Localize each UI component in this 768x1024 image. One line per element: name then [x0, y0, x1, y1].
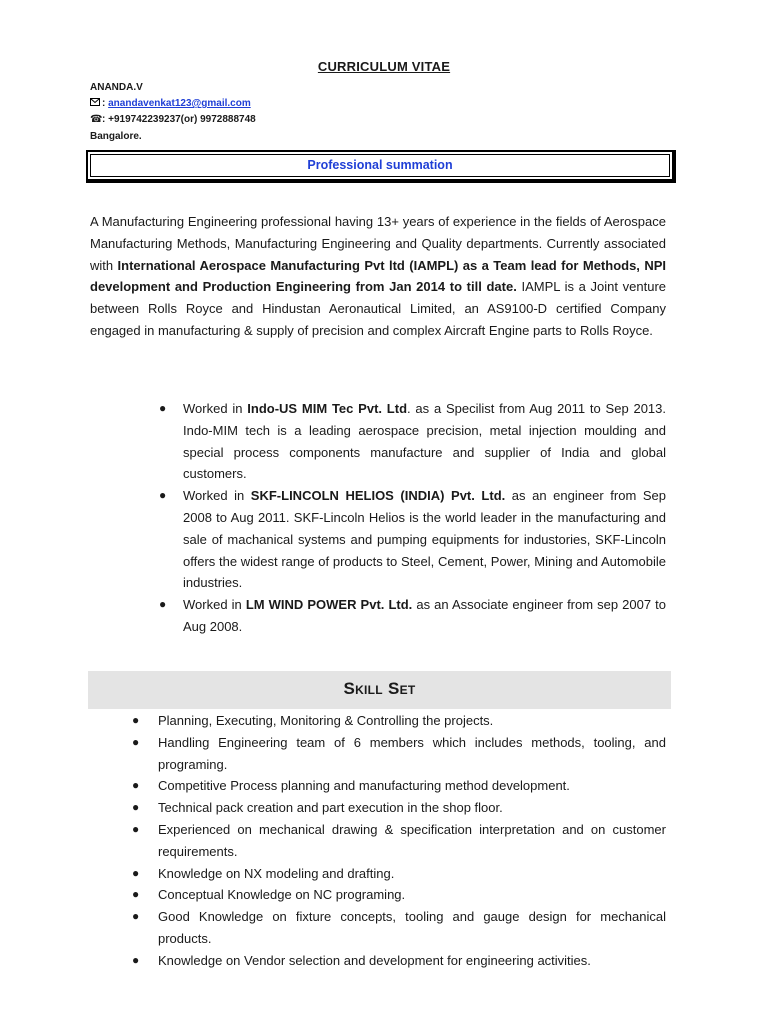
- document-title: CURRICULUM VITAE: [317, 59, 451, 74]
- summary-paragraph: [90, 211, 666, 342]
- email-line: [90, 96, 251, 112]
- bullet-icon: ●: [132, 952, 140, 967]
- experience-item: [159, 398, 666, 485]
- summary-heading-box: [86, 150, 676, 183]
- envelope-icon: [90, 96, 102, 112]
- skill-text: Knowledge on Vendor selection and development for engineering activities.: [158, 952, 591, 968]
- experience-company: LM WIND POWER Pvt. Ltd.: [245, 597, 413, 613]
- experience-detail: as an Associate engineer from sep 2007 to Aug 2008.: [183, 597, 666, 634]
- bullet-icon: ●: [132, 800, 140, 815]
- bullet-icon: ●: [159, 488, 167, 503]
- bullet-icon: ●: [132, 821, 140, 836]
- skill-item: [132, 797, 666, 819]
- skill-item: [132, 884, 666, 906]
- experience-company: Indo-US MIM Tec Pvt. Ltd: [247, 401, 408, 416]
- summary-text-2: IAMPL is a Joint venture between Rolls Royce and Hindustan Aeronautical Limited, an AS9100-D certified Company engaged in manufacturing & supply of precision and complex Aircraft Engine parts to Rolls Royce.: [90, 279, 667, 338]
- skill-item: [132, 819, 666, 863]
- summary-heading: Professional summation: [307, 158, 453, 172]
- skill-item: [132, 732, 666, 776]
- skill-text: Technical pack creation and part execution in the shop floor.: [158, 800, 503, 816]
- experience-detail: . as a Specilist from Aug 2011 to Sep 2013. Indo-MIM tech is a leading aerospace precision, metal injection moulding and special process components manufacture and supplier of India and global customers.: [183, 401, 666, 482]
- experience-company: SKF-LINCOLN HELIOS (INDIA) Pvt. Ltd.: [250, 488, 506, 504]
- phone-number: : +919742239237(or) 9972888748: [102, 114, 256, 125]
- experience-item: [159, 485, 666, 594]
- phone-line: [90, 112, 256, 128]
- bullet-icon: ●: [132, 865, 140, 880]
- bullet-icon: ●: [159, 401, 167, 415]
- skill-item: [132, 950, 666, 972]
- experience-prefix: Worked in: [183, 401, 248, 416]
- experience-prefix: Worked in: [183, 597, 246, 613]
- skill-item: [132, 906, 666, 950]
- candidate-name: ANANDA.V: [90, 82, 143, 93]
- bullet-icon: ●: [132, 734, 140, 749]
- experience-item: [159, 594, 666, 638]
- email-link[interactable]: anandavenkat123@gmail.com: [108, 98, 251, 109]
- email-prefix: :: [102, 98, 106, 109]
- experience-detail: as an engineer from Sep 2008 to Aug 2011. SKF-Lincoln Helios is the world leader in the manufacturing and sale of machanical systems and pumping equipments for industories, SKF-Lincoln offers the widest range of products to Steel, Cement, Power, Mining and Automobile industries.: [183, 488, 666, 591]
- experience-list: [159, 398, 666, 638]
- skill-item: [132, 863, 666, 885]
- skill-text: Planning, Executing, Monitoring & Controlling the projects.: [158, 713, 494, 728]
- bullet-icon: ●: [132, 887, 140, 902]
- skill-text: Good Knowledge on fixture concepts, tooling and gauge design for mechanical products.: [158, 909, 666, 946]
- skill-text: Knowledge on NX modeling and drafting.: [158, 865, 395, 881]
- bullet-icon: ●: [159, 597, 167, 612]
- skill-set-heading: Skill Set: [343, 679, 416, 698]
- skill-text: Handling Engineering team of 6 members which includes methods, tooling, and programing.: [158, 734, 666, 772]
- skill-text: Experienced on mechanical drawing & specification interpretation and on customer requirements.: [158, 821, 666, 859]
- bullet-icon: ●: [132, 909, 140, 924]
- bullet-icon: ●: [132, 713, 140, 727]
- phone-icon: ☎: [90, 114, 103, 125]
- location: Bangalore.: [90, 131, 142, 142]
- skill-text: Conceptual Knowledge on NC programing.: [158, 887, 406, 903]
- bullet-icon: ●: [132, 778, 140, 793]
- skill-text: Competitive Process planning and manufacturing method development.: [158, 778, 570, 794]
- summary-text-1: A Manufacturing Engineering professional having 13+ years of experience in the fields of Aerospace Manufacturing Methods, Manufacturing Engineering and Quality departments. Currently associated with: [90, 214, 666, 273]
- experience-prefix: Worked in: [183, 488, 251, 504]
- skills-list: [132, 710, 666, 972]
- skill-item: [132, 710, 666, 732]
- summary-current-role: International Aerospace Manufacturing Pvt ltd (IAMPL) as a Team lead for Methods, NPI development and Production Engineering from Jan 2014 to till date.: [90, 257, 666, 295]
- skill-set-heading-band: [88, 671, 671, 709]
- skill-item: [132, 775, 666, 797]
